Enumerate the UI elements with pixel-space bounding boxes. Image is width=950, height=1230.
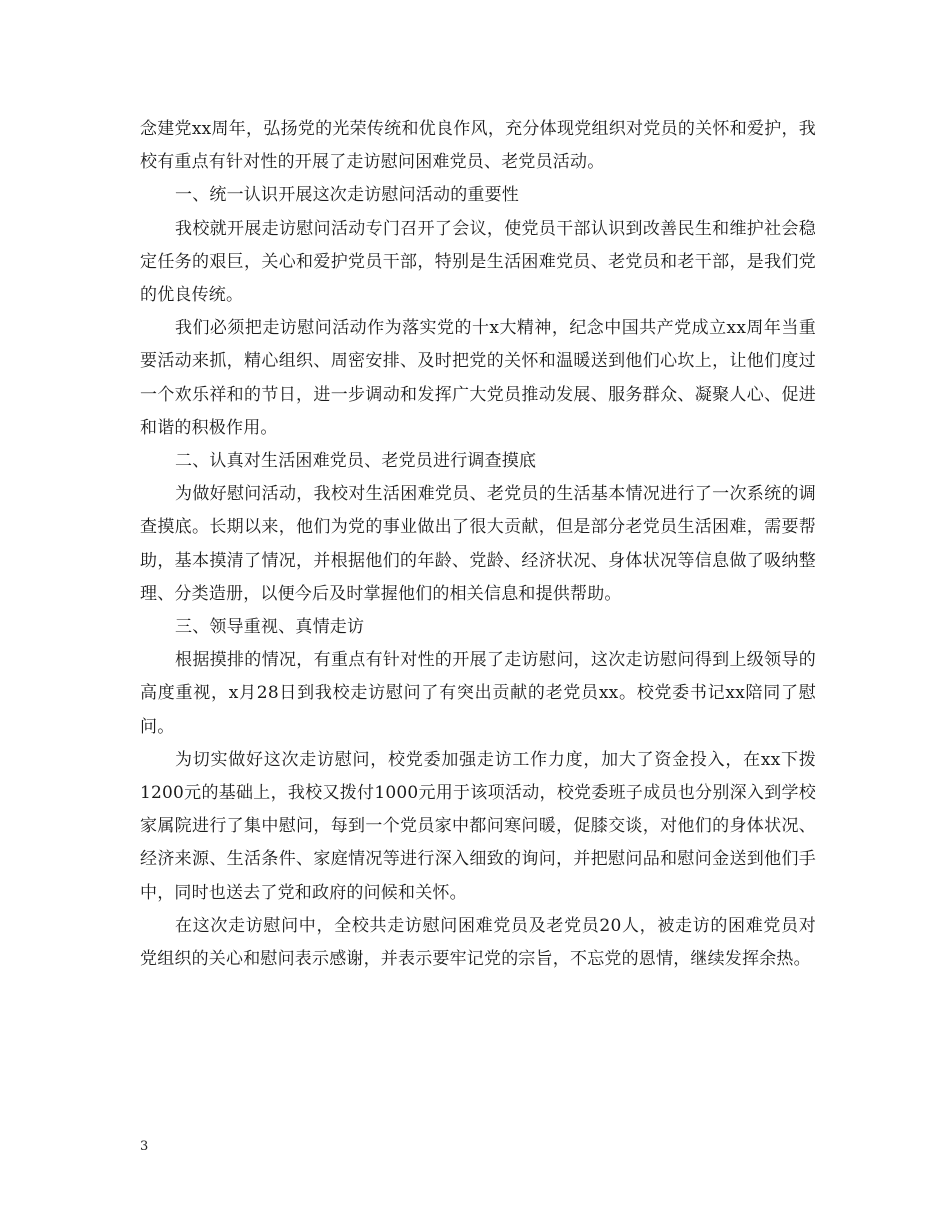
body-text xyxy=(140,113,816,976)
section-heading: 二、认真对生活困难党员、老党员进行调查摸底 xyxy=(175,451,537,472)
page-number: 3 xyxy=(140,1139,149,1154)
paragraph: 在这次走访慰问中，全校共走访慰问困难党员及老党员20人，被走访的困难党员对党组织的关心和慰问表示感谢，并表示要牢记党的宗旨，不忘党的恩情，继续发挥余热。 xyxy=(140,915,816,970)
paragraph: 为做好慰问活动，我校对生活困难党员、老党员的生活基本情况进行了一次系统的调查摸底。长期以来，他们为党的事业做出了很大贡献，但是部分老党员生活困难，需要帮助，基本摸清了情况，并根据他们的年龄、党龄、经济状况、身体状况等信息做了吸纳整理、分类造册，以便今后及时掌握他们的相关信息和提供帮助。 xyxy=(140,484,816,604)
paragraph: 根据摸排的情况，有重点有针对性的开展了走访慰问，这次走访慰问得到上级领导的高度重视，x月28日到我校走访慰问了有突出贡献的老党员xx。校党委书记xx陪同了慰问。 xyxy=(140,650,816,737)
paragraph: 为切实做好这次走访慰问，校党委加强走访工作力度，加大了资金投入，在xx下拨1200元的基础上，我校又拨付1000元用于该项活动，校党委班子成员也分别深入到学校家属院进行了集中慰问，每到一个党员家中都问寒问暖，促膝交谈，对他们的身体状况、经济来源、生活条件、家庭情况等进行深入细致的询问，并把慰问品和慰问金送到他们手中，同时也送去了党和政府的问候和关怀。 xyxy=(140,749,816,903)
paragraph: 我校就开展走访慰问活动专门召开了会议，使党员干部认识到改善民生和维护社会稳定任务的艰巨，关心和爱护党员干部，特别是生活困难党员、老党员和老干部，是我们党的优良传统。 xyxy=(140,218,816,306)
section-heading: 一、统一认识开展这次走访慰问活动的重要性 xyxy=(175,185,519,206)
paragraph: 念建党xx周年，弘扬党的光荣传统和优良作风，充分体现党组织对党员的关怀和爱护，我校有重点有针对性的开展了走访慰问困难党员、老党员活动。 xyxy=(140,119,816,173)
paragraph: 我们必须把走访慰问活动作为落实党的十x大精神，纪念中国共产党成立xx周年当重要活动来抓，精心组织、周密安排、及时把党的关怀和温暖送到他们心坎上，让他们度过一个欢乐祥和的节日，进一步调动和发挥广大党员推动发展、服务群众、凝聚人心、促进和谐的积极作用。 xyxy=(140,318,816,438)
section-heading: 三、领导重视、真情走访 xyxy=(175,617,365,638)
